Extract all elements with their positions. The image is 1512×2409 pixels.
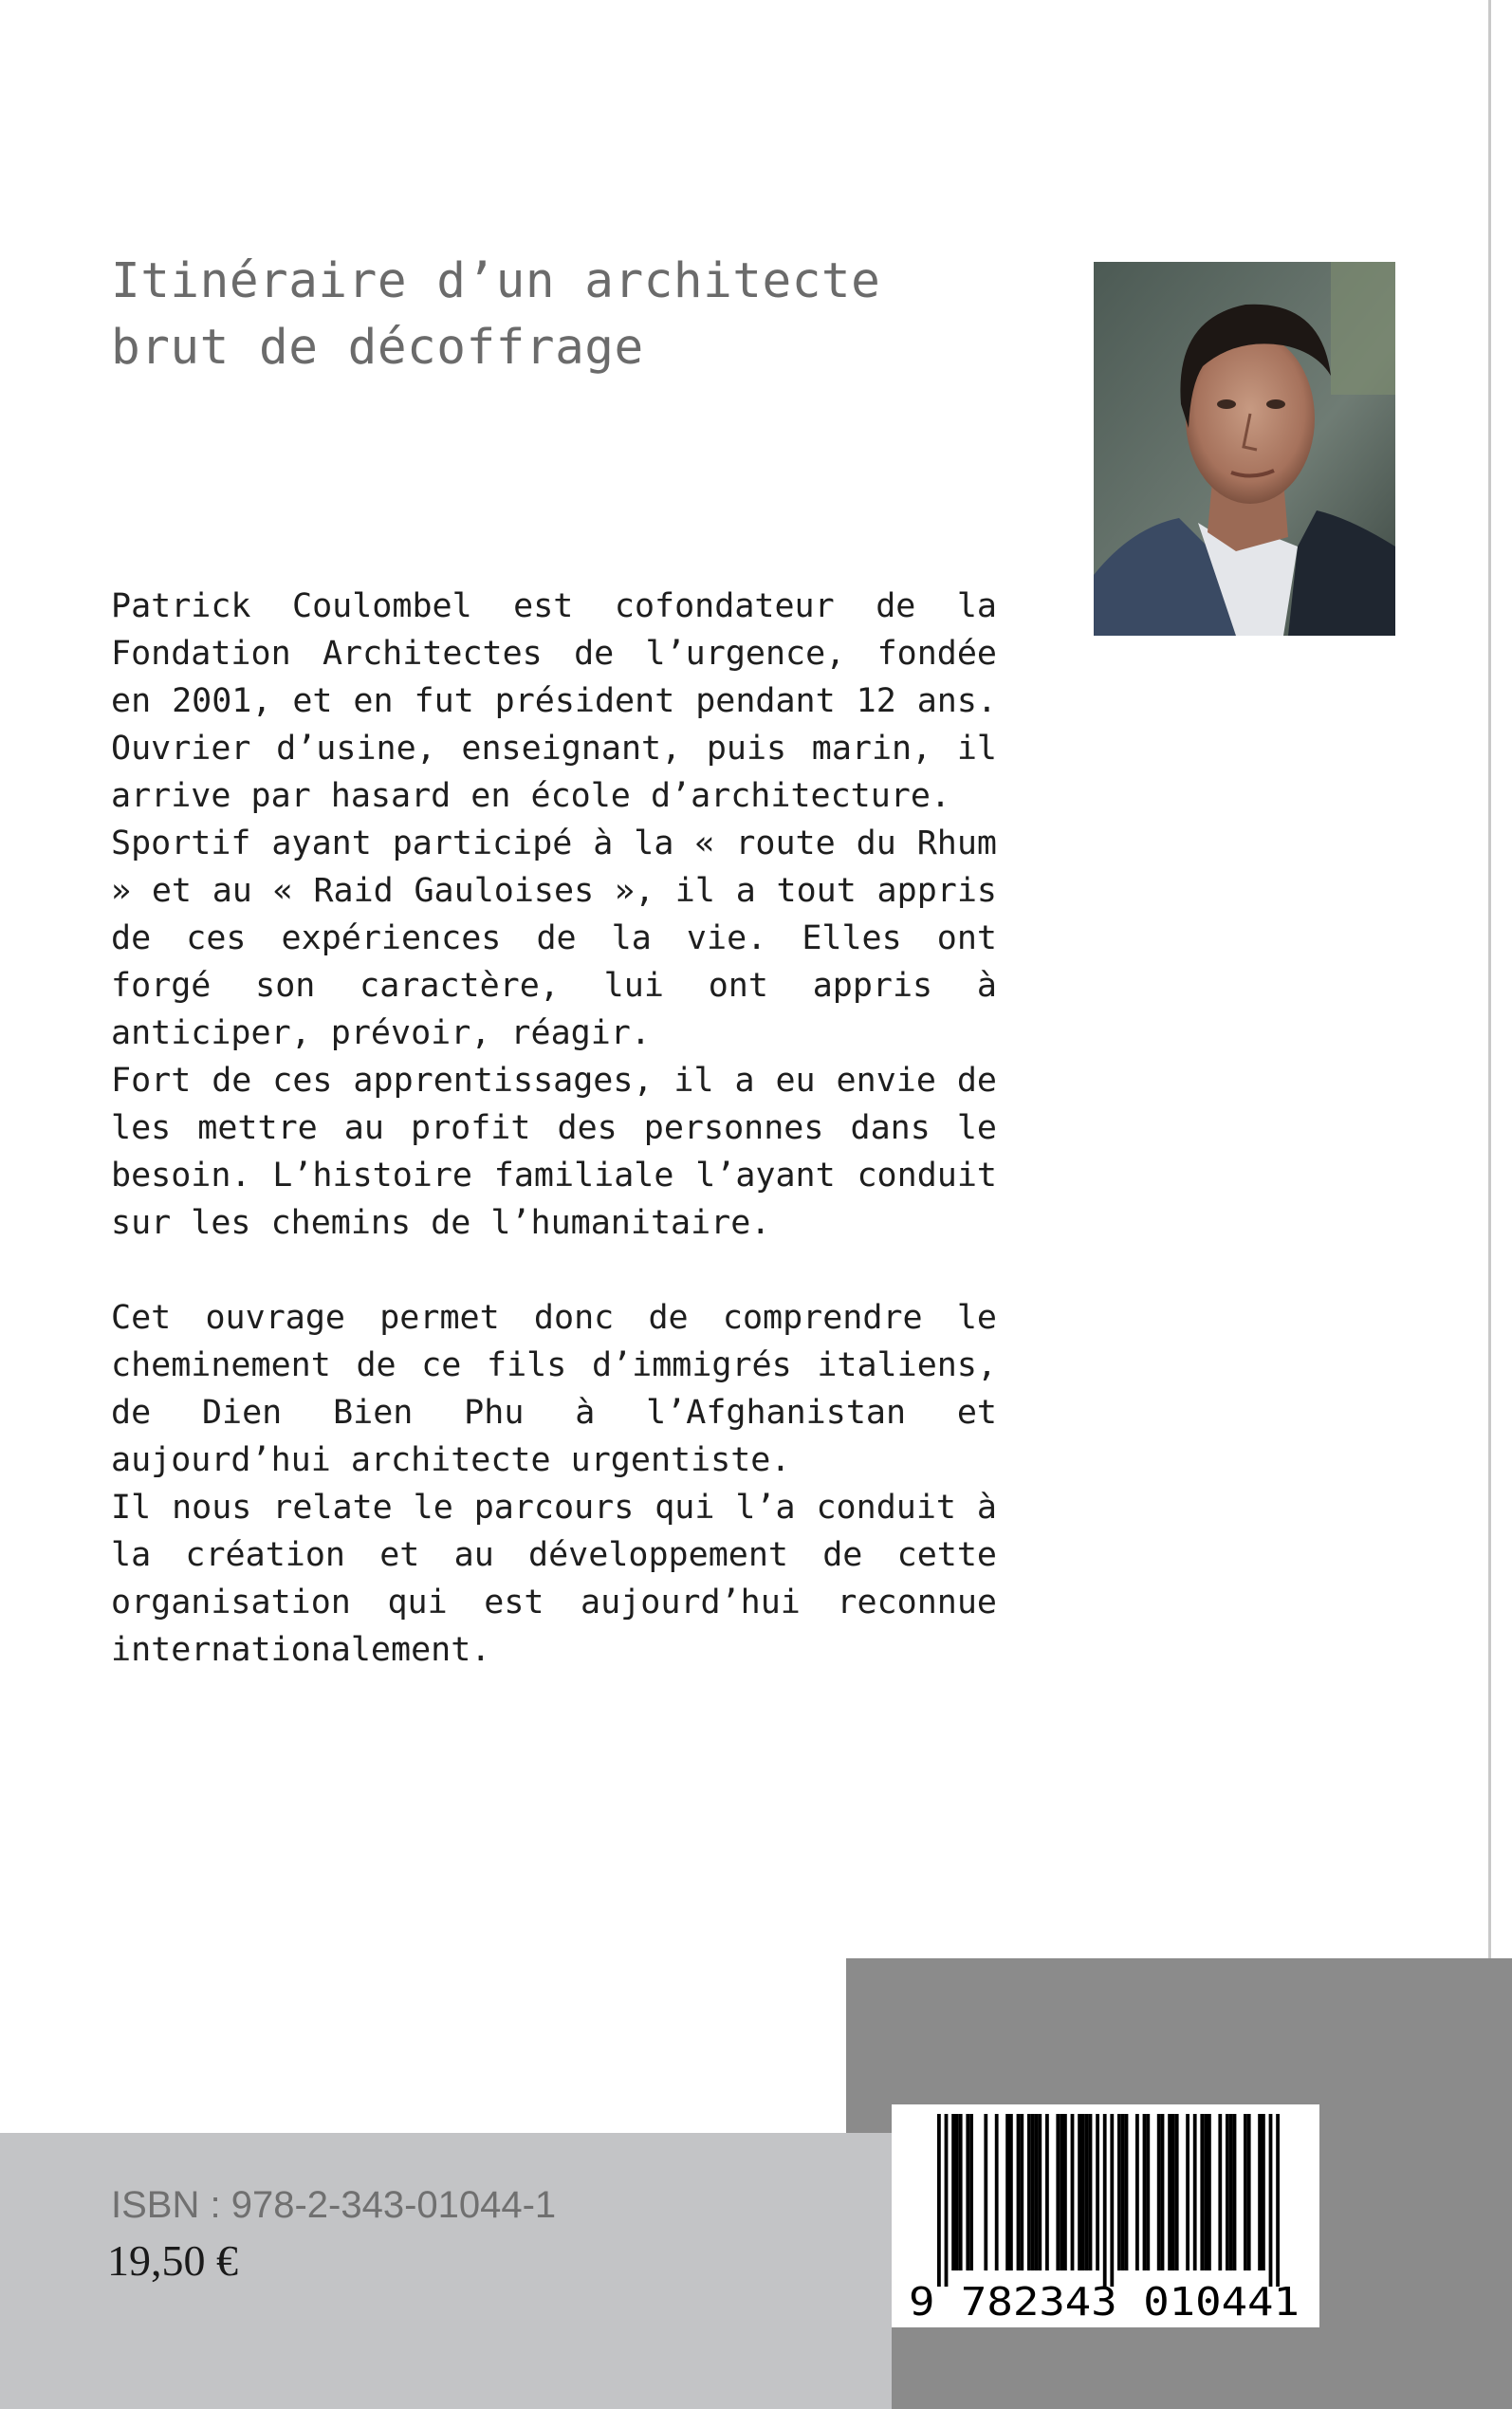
barcode-bar [1071, 2114, 1075, 2270]
barcode-bar [1060, 2114, 1063, 2270]
barcode-bar [1218, 2114, 1222, 2270]
barcode-bar [1110, 2114, 1114, 2287]
barcode-bar [1135, 2114, 1139, 2270]
price-text: 19,50 € [107, 2236, 238, 2285]
barcode-bar [1233, 2114, 1237, 2270]
paragraph-1: Patrick Coulombel est cofondateur de la Fondation Architectes de l’urgence, fondée en 2001, et en fut président pendant 12 ans. Ouvrier d’usine, enseignant, puis marin, il arrive par hasard en école d’architecture. [111, 587, 997, 815]
barcode-bar [1204, 2114, 1208, 2270]
barcode-bar [1027, 2114, 1031, 2270]
barcode-bar [955, 2114, 959, 2270]
barcode-bar [1035, 2114, 1039, 2270]
book-title [111, 249, 965, 381]
barcode-bar [1009, 2114, 1013, 2270]
paragraph-gap [111, 1247, 997, 1294]
barcode [892, 2104, 1319, 2327]
barcode-bar [1103, 2114, 1107, 2287]
back-cover-text [111, 583, 997, 1674]
barcode-number: 9 782343 010441 [909, 2279, 1300, 2325]
paragraph-2: Sportif ayant participé à la « route du Rhum » et au « Raid Gauloises », il a tout appris de ces expériences de la vie. Elles ont forgé son caractère, lui ont appris à anticiper, prévoir, réagir. [111, 825, 997, 1052]
barcode-bar [1143, 2114, 1147, 2270]
paragraph-5: Il nous relate le parcours qui l’a conduit à la création et au développement de cette organisation qui est aujourd’hui reconnue internationalement. [111, 1489, 997, 1669]
barcode-bar [1038, 2114, 1042, 2270]
barcode-bar [1171, 2114, 1175, 2270]
barcode-bar [1031, 2114, 1035, 2270]
barcode-bar [1005, 2114, 1009, 2270]
barcode-bar [1063, 2114, 1067, 2270]
barcode-bar [966, 2114, 969, 2270]
barcode-bar [959, 2114, 963, 2270]
author-portrait [1094, 262, 1395, 636]
barcode-bar [1244, 2114, 1247, 2270]
barcode-bar [945, 2114, 949, 2287]
barcode-bar [1276, 2114, 1280, 2287]
barcode-bar [995, 2114, 999, 2270]
barcode-bar [1226, 2114, 1229, 2270]
barcode-bar [1089, 2114, 1093, 2270]
barcode-bar [1157, 2114, 1161, 2270]
barcode-bar [1017, 2114, 1021, 2270]
barcode-bar [1175, 2114, 1179, 2270]
barcode-bar [1096, 2114, 1099, 2270]
barcode-bar [1269, 2114, 1273, 2287]
barcode-bar [1208, 2114, 1211, 2270]
barcode-bar [1125, 2114, 1129, 2270]
barcode-bar [1258, 2114, 1262, 2270]
barcode-bar [1161, 2114, 1165, 2270]
barcode-bar [1262, 2114, 1265, 2270]
barcode-bar [1168, 2114, 1171, 2270]
barcode-bar [937, 2114, 941, 2287]
barcode-bar [1117, 2114, 1121, 2270]
paragraph-4: Cet ouvrage permet donc de comprendre le cheminement de ce fils d’immigrés italiens, de Dien Bien Phu à l’Afghanistan et aujourd’hui architecte urgentiste. [111, 1299, 997, 1479]
barcode-bar [1081, 2114, 1085, 2270]
barcode-bar [1020, 2114, 1023, 2270]
barcode-bar [984, 2114, 987, 2270]
barcode-bar [969, 2114, 973, 2270]
barcode-bar [1085, 2114, 1089, 2270]
barcode-bar [1078, 2114, 1081, 2270]
barcode-bar [1200, 2114, 1204, 2270]
barcode-bar [951, 2114, 955, 2270]
barcode-bar [1247, 2114, 1251, 2270]
barcode-bar [1121, 2114, 1125, 2270]
barcode-bar [1146, 2114, 1150, 2270]
barcode-bar [1186, 2114, 1189, 2270]
barcode-bar [1045, 2114, 1049, 2270]
paragraph-3: Fort de ces apprentissages, il a eu envie de les mettre au profit des personnes dans le besoin. L’histoire familiale l’ayant conduit sur les chemins de l’humanitaire. [111, 1062, 997, 1242]
isbn-text: ISBN : 978-2-343-01044-1 [111, 2184, 557, 2226]
barcode-bar [1229, 2114, 1233, 2270]
title-line-2: brut de décoffrage [111, 320, 644, 376]
title-line-1: Itinéraire d’un architecte [111, 253, 881, 309]
barcode-bar [1056, 2114, 1060, 2270]
barcode-bar [1193, 2114, 1197, 2270]
